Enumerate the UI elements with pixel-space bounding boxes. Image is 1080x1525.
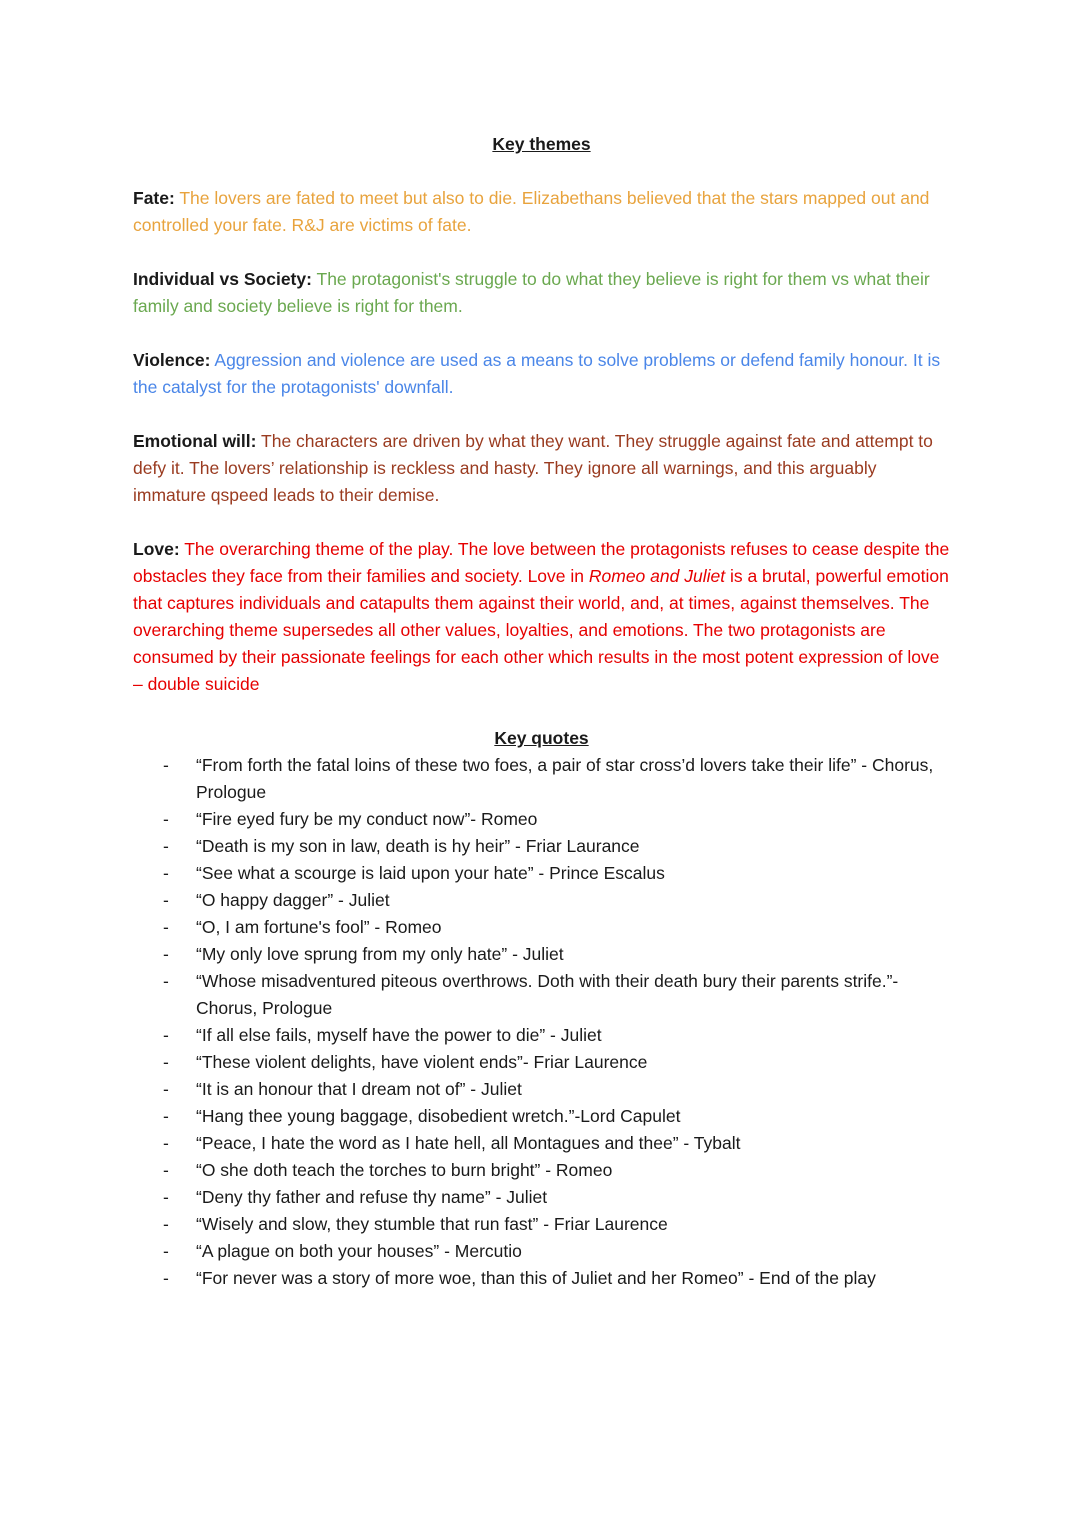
bullet-dash: -	[163, 1268, 169, 1288]
quote-text: “O, I am fortune's fool” - Romeo	[196, 917, 442, 937]
bullet-dash: -	[163, 1214, 169, 1234]
quote-text: “If all else fails, myself have the power to die” - Juliet	[196, 1025, 602, 1045]
bullet-dash: -	[163, 1133, 169, 1153]
bullet-dash: -	[163, 1052, 169, 1072]
bullet-dash: -	[163, 1187, 169, 1207]
quote-text: “A plague on both your houses” - Mercutio	[196, 1241, 522, 1261]
quotes-title: Key quotes	[494, 728, 589, 748]
themes-section	[133, 185, 950, 698]
theme-body-segment: The lovers are fated to meet but also to die. Elizabethans believed that the stars mapped out and controlled your fate. R&J are victims of fate.	[133, 188, 930, 235]
quote-item	[133, 887, 950, 914]
bullet-dash: -	[163, 863, 169, 883]
bullet-dash: -	[163, 1079, 169, 1099]
bullet-dash: -	[163, 809, 169, 829]
theme-label: Individual vs Society:	[133, 269, 312, 289]
quote-text: “For never was a story of more woe, than this of Juliet and her Romeo” - End of the play	[196, 1268, 876, 1288]
theme-paragraph	[133, 347, 950, 401]
theme-body-segment: The overarching theme of the play. The love between the protagonists refuses to cease despite the obstacles they face from their families and society. Love in	[133, 539, 950, 586]
bullet-dash: -	[163, 944, 169, 964]
quote-text: “These violent delights, have violent ends”- Friar Laurence	[196, 1052, 648, 1072]
theme-body-segment: is a brutal, powerful emotion that captures individuals and catapults them against their world, and, at times, against themselves. The overarching theme supersedes all other values, loyalties, and emotions. The two protagonists are consumed by their passionate feelings for each other which results in the most potent expression of love – double suicide	[133, 566, 949, 694]
quote-item	[133, 968, 950, 1022]
theme-paragraph	[133, 266, 950, 320]
quote-item	[133, 914, 950, 941]
quote-item	[133, 752, 950, 806]
theme-body-segment: The characters are driven by what they want. They struggle against fate and attempt to defy it. The lovers’ relationship is reckless and hasty. They ignore all warnings, and this arguably immature qspeed leads to their demise.	[133, 431, 933, 505]
themes-title: Key themes	[492, 134, 591, 154]
theme-paragraph	[133, 428, 950, 509]
bullet-dash: -	[163, 917, 169, 937]
bullet-dash: -	[163, 1025, 169, 1045]
theme-body	[133, 539, 949, 694]
theme-label: Fate:	[133, 188, 175, 208]
quote-item	[133, 1238, 950, 1265]
quote-item	[133, 1211, 950, 1238]
quote-item	[133, 1184, 950, 1211]
theme-label: Emotional will:	[133, 431, 257, 451]
bullet-dash: -	[163, 1241, 169, 1261]
theme-body-segment: Aggression and violence are used as a means to solve problems or defend family honour. It is the catalyst for the protagonists' downfall.	[133, 350, 941, 397]
quote-item	[133, 1103, 950, 1130]
theme-body-italic-segment: Romeo and Juliet	[588, 566, 726, 586]
quote-text: “O she doth teach the torches to burn bright” - Romeo	[196, 1160, 613, 1180]
quote-item	[133, 833, 950, 860]
quote-item	[133, 1130, 950, 1157]
quote-text: “My only love sprung from my only hate” - Juliet	[196, 944, 564, 964]
bullet-dash: -	[163, 890, 169, 910]
quote-text: “Peace, I hate the word as I hate hell, all Montagues and thee” - Tybalt	[196, 1133, 741, 1153]
quote-text: “Whose misadventured piteous overthrows. Doth with their death bury their parents strife.”- Chorus, Prologue	[196, 971, 899, 1018]
theme-label: Love:	[133, 539, 180, 559]
quote-text: “Wisely and slow, they stumble that run fast” - Friar Laurence	[196, 1214, 668, 1234]
quotes-list	[133, 752, 950, 1292]
quote-text: “It is an honour that I dream not of” - Juliet	[196, 1079, 522, 1099]
quote-item	[133, 806, 950, 833]
bullet-dash: -	[163, 836, 169, 856]
bullet-dash: -	[163, 1106, 169, 1126]
bullet-dash: -	[163, 755, 169, 775]
theme-label: Violence:	[133, 350, 211, 370]
theme-paragraph	[133, 536, 950, 698]
quote-text: “Death is my son in law, death is hy heir” - Friar Laurance	[196, 836, 640, 856]
quote-item	[133, 941, 950, 968]
quote-text: “Deny thy father and refuse thy name” - Juliet	[196, 1187, 548, 1207]
quote-item	[133, 1157, 950, 1184]
quote-item	[133, 1076, 950, 1103]
quote-text: “See what a scourge is laid upon your hate” - Prince Escalus	[196, 863, 665, 883]
quote-text: “Fire eyed fury be my conduct now”- Romeo	[196, 809, 538, 829]
theme-body	[133, 188, 929, 235]
quote-item	[133, 1265, 950, 1292]
quote-item	[133, 1022, 950, 1049]
theme-paragraph	[133, 185, 950, 239]
quote-item	[133, 860, 950, 887]
theme-body	[133, 350, 940, 397]
quote-text: “O happy dagger” - Juliet	[196, 890, 390, 910]
bullet-dash: -	[163, 971, 169, 991]
theme-body-segment: The protagonist's struggle to do what they believe is right for them vs what their family and society believe is right for them.	[133, 269, 930, 316]
bullet-dash: -	[163, 1160, 169, 1180]
quote-text: “From forth the fatal loins of these two foes, a pair of star cross’d lovers take their life” - Chorus, Prologue	[196, 755, 934, 802]
quote-text: “Hang thee young baggage, disobedient wretch.”-Lord Capulet	[196, 1106, 681, 1126]
quote-item	[133, 1049, 950, 1076]
